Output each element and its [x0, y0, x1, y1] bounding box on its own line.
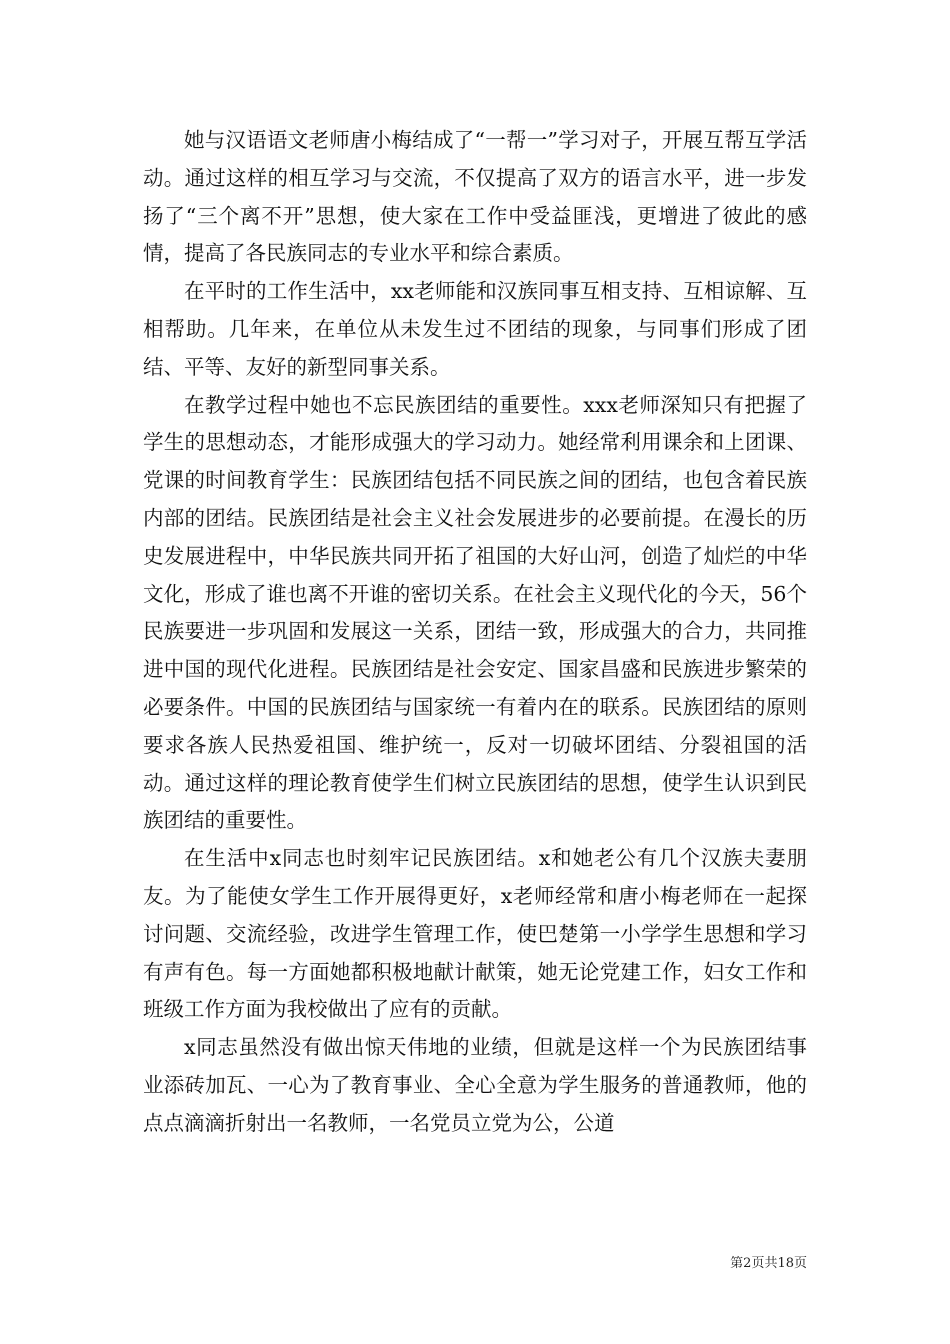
- paragraph-1: 她与汉语语文老师唐小梅结成了“一帮一”学习对子，开展互帮互学活动。通过这样的相互学习与交流，不仅提高了双方的语言水平，进一步发扬了“三个离不开”思想，使大家在工作中受益匪浅，更增进了彼此的感情，提高了各民族同志的专业水平和综合素质。: [143, 128, 807, 266]
- paragraph-5: x同志虽然没有做出惊天伟地的业绩，但就是这样一个为民族团结事业添砖加瓦、一心为了教育事业、全心全意为学生服务的普通教师，他的点点滴滴折射出一名教师，一名党员立党为公，公道: [143, 1035, 807, 1135]
- document-body: [143, 122, 807, 1143]
- page-number-footer: 第2页共18页: [730, 1256, 807, 1271]
- paragraph-2: 在平时的工作生活中，xx老师能和汉族同事互相支持、互相谅解、互相帮助。几年来，在单位从未发生过不团结的现象，与同事们形成了团结、平等、友好的新型同事关系。: [143, 279, 807, 379]
- paragraph-4: 在生活中x同志也时刻牢记民族团结。x和她老公有几个汉族夫妻朋友。为了能使女学生工作开展得更好，x老师经常和唐小梅老师在一起探讨问题、交流经验，改进学生管理工作，使巴楚第一小学学生思想和学习有声有色。每一方面她都积极地献计献策，她无论党建工作，妇女工作和班级工作方面为我校做出了应有的贡献。: [143, 846, 807, 1022]
- paragraph-3: 在教学过程中她也不忘民族团结的重要性。xxx老师深知只有把握了学生的思想动态，才能形成强大的学习动力。她经常利用课余和上团课、党课的时间教育学生：民族团结包括不同民族之间的团结，也包含着民族内部的团结。民族团结是社会主义社会发展进步的必要前提。在漫长的历史发展进程中，中华民族共同开拓了祖国的大好山河，创造了灿烂的中华文化，形成了谁也离不开谁的密切关系。在社会主义现代化的今天，56个民族要进一步巩固和发展这一关系，团结一致，形成强大的合力，共同推进中国的现代化进程。民族团结是社会安定、国家昌盛和民族进步繁荣的必要条件。中国的民族团结与国家统一有着内在的联系。民族团结的原则要求各族人民热爱祖国、维护统一，反对一切破坏团结、分裂祖国的活动。通过这样的理论教育使学生们树立民族团结的思想，使学生认识到民族团结的重要性。: [143, 392, 807, 833]
